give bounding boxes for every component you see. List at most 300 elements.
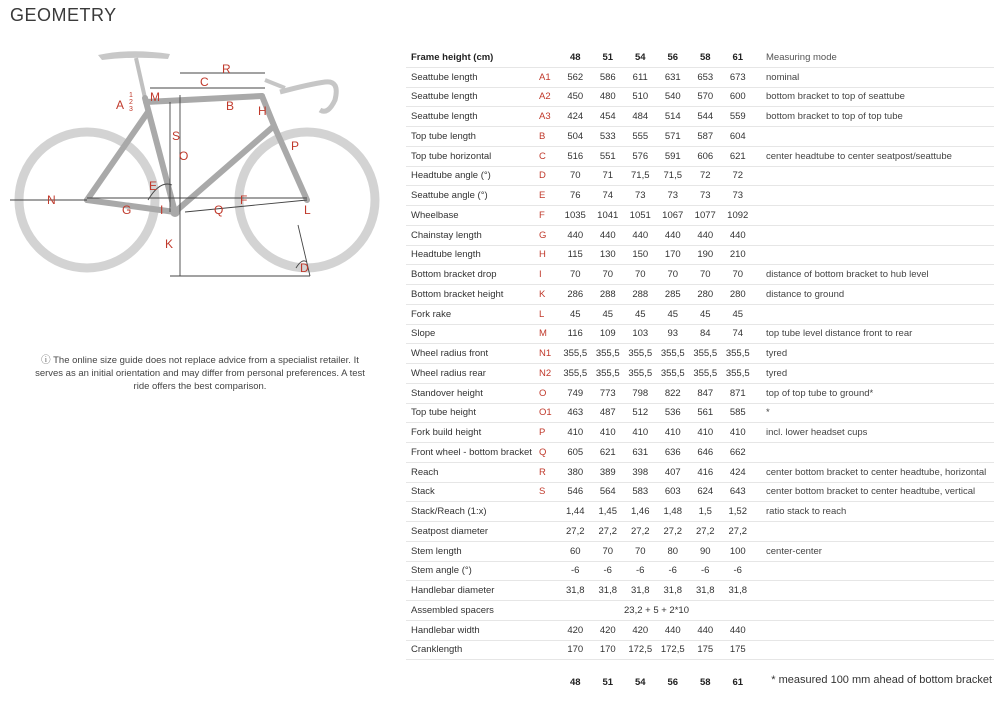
- row-value: 31,8: [657, 581, 690, 601]
- row-value: 1,48: [657, 502, 690, 522]
- header-size: 54: [634, 51, 646, 63]
- row-label: Fork build height: [406, 423, 539, 443]
- row-value: 70: [722, 265, 755, 285]
- header-note: Measuring mode: [766, 51, 837, 63]
- label-A1: 1: [129, 92, 133, 99]
- row-value: 170: [592, 640, 625, 660]
- header-size: 51: [602, 51, 614, 63]
- row-label: Seattube length: [406, 67, 539, 87]
- row-value: 416: [689, 462, 722, 482]
- row-value: 71,5: [624, 166, 657, 186]
- handlebar: [280, 82, 336, 111]
- row-note: [754, 206, 994, 226]
- row-value: 73: [722, 186, 755, 206]
- row-label: Top tube horizontal: [406, 146, 539, 166]
- table-row: [406, 127, 994, 147]
- row-code: S: [539, 482, 559, 502]
- row-note: [754, 166, 994, 186]
- row-value: 480: [592, 87, 625, 107]
- label-C: C: [200, 75, 209, 89]
- row-label: Top tube height: [406, 403, 539, 423]
- stem: [265, 80, 285, 88]
- table-row: [406, 67, 994, 87]
- row-value: 170: [657, 245, 690, 265]
- row-note: [754, 304, 994, 324]
- row-value: 172,5: [624, 640, 657, 660]
- row-note: [754, 443, 994, 463]
- row-value: 410: [559, 423, 592, 443]
- row-code: E: [539, 186, 559, 206]
- row-code: O1: [539, 403, 559, 423]
- table-row: [406, 620, 994, 640]
- row-value: 70: [592, 541, 625, 561]
- page-title: GEOMETRY: [10, 5, 117, 25]
- table-row: [406, 640, 994, 660]
- label-A: A: [116, 98, 125, 112]
- footer-size: 61: [732, 676, 744, 688]
- row-code: N1: [539, 344, 559, 364]
- row-value: 70: [657, 265, 690, 285]
- label-I: I: [160, 203, 164, 217]
- table-row: [406, 206, 994, 226]
- row-note: [754, 225, 994, 245]
- row-note: bottom bracket to top of seattube: [754, 87, 994, 107]
- row-value: 440: [722, 225, 755, 245]
- row-value: 71: [592, 166, 625, 186]
- row-value: 662: [722, 443, 755, 463]
- header-size: 48: [569, 51, 581, 63]
- row-note: ratio stack to reach: [754, 502, 994, 522]
- table-row: [406, 304, 994, 324]
- table-row: [406, 166, 994, 186]
- row-value: 1092: [722, 206, 755, 226]
- label-A2: 2: [129, 99, 133, 106]
- row-value: 410: [722, 423, 755, 443]
- label-B: B: [226, 99, 235, 113]
- row-value: 586: [592, 67, 625, 87]
- table-row: [406, 522, 994, 542]
- row-value: 70: [624, 265, 657, 285]
- row-label: Wheel radius rear: [406, 364, 539, 384]
- row-value: 1,52: [722, 502, 755, 522]
- row-value: 355,5: [689, 364, 722, 384]
- row-label: Chainstay length: [406, 225, 539, 245]
- row-label: Wheelbase: [406, 206, 539, 226]
- row-value: 798: [624, 383, 657, 403]
- row-code: F: [539, 206, 559, 226]
- header-size: 58: [699, 51, 711, 63]
- row-label: Stack: [406, 482, 539, 502]
- row-value: 190: [689, 245, 722, 265]
- label-A3: 3: [129, 106, 133, 113]
- row-note: [754, 245, 994, 265]
- row-value: 410: [657, 423, 690, 443]
- table-row: [406, 285, 994, 305]
- row-code: [539, 581, 559, 601]
- row-label: Headtube length: [406, 245, 539, 265]
- row-code: A3: [539, 107, 559, 127]
- table-row: [406, 561, 994, 581]
- row-value: 27,2: [689, 522, 722, 542]
- disclaimer-text: ⓘ The online size guide does not replace advice from a specialist retailer. It serves as an initial orientation and may differ from personal preferences. A test ride offers the best comparison.: [35, 355, 365, 392]
- row-code: [539, 541, 559, 561]
- row-code: D: [539, 166, 559, 186]
- row-note: center bottom bracket to center headtube, horizontal: [754, 462, 994, 482]
- row-value: 150: [624, 245, 657, 265]
- row-code: G: [539, 225, 559, 245]
- saddle: [98, 51, 170, 60]
- row-value: 606: [689, 146, 722, 166]
- row-value: 540: [657, 87, 690, 107]
- bike-geometry-diagram: [10, 40, 380, 300]
- row-value: 355,5: [657, 344, 690, 364]
- row-value: 600: [722, 87, 755, 107]
- row-label: Handlebar width: [406, 620, 539, 640]
- row-label: Front wheel - bottom bracket: [406, 443, 539, 463]
- row-value: 355,5: [559, 344, 592, 364]
- row-value: 45: [722, 304, 755, 324]
- row-value: 603: [657, 482, 690, 502]
- row-value: 103: [624, 324, 657, 344]
- row-code: A2: [539, 87, 559, 107]
- row-value: 116: [559, 324, 592, 344]
- row-note: [754, 640, 994, 660]
- row-value: 355,5: [624, 364, 657, 384]
- row-value: 440: [592, 225, 625, 245]
- row-label: Wheel radius front: [406, 344, 539, 364]
- row-value: 636: [657, 443, 690, 463]
- footer-size: 48: [569, 676, 581, 688]
- row-value: 484: [624, 107, 657, 127]
- row-value: 73: [689, 186, 722, 206]
- row-value: 407: [657, 462, 690, 482]
- row-value: -6: [559, 561, 592, 581]
- table-row: [406, 186, 994, 206]
- table-row: [406, 146, 994, 166]
- row-value: -6: [657, 561, 690, 581]
- row-value: 571: [657, 127, 690, 147]
- row-note: [754, 601, 994, 621]
- row-value: 175: [689, 640, 722, 660]
- row-value: 70: [624, 541, 657, 561]
- row-note: [754, 620, 994, 640]
- row-value: 27,2: [559, 522, 592, 542]
- row-value: 621: [592, 443, 625, 463]
- table-row: [406, 265, 994, 285]
- bottom-bracket: [170, 207, 180, 217]
- row-value: 440: [559, 225, 592, 245]
- row-value: 621: [722, 146, 755, 166]
- row-value: 31,8: [689, 581, 722, 601]
- row-value: 74: [592, 186, 625, 206]
- row-value: 1077: [689, 206, 722, 226]
- row-value: 210: [722, 245, 755, 265]
- frame: [87, 96, 307, 212]
- row-value: 27,2: [592, 522, 625, 542]
- row-value: 355,5: [657, 364, 690, 384]
- row-value: 440: [624, 225, 657, 245]
- row-value: 31,8: [592, 581, 625, 601]
- row-label: Reach: [406, 462, 539, 482]
- row-label: Handlebar diameter: [406, 581, 539, 601]
- row-value: 45: [689, 304, 722, 324]
- row-value: 71,5: [657, 166, 690, 186]
- row-value: 1,5: [689, 502, 722, 522]
- row-value: 559: [722, 107, 755, 127]
- row-label: Stack/Reach (1:x): [406, 502, 539, 522]
- row-value: 576: [624, 146, 657, 166]
- row-note: [754, 127, 994, 147]
- row-value: 355,5: [592, 364, 625, 384]
- label-H: H: [258, 104, 267, 118]
- row-value: 512: [624, 403, 657, 423]
- footer-size: 56: [667, 676, 679, 688]
- row-value: 355,5: [592, 344, 625, 364]
- row-value: 355,5: [689, 344, 722, 364]
- table-row: [406, 324, 994, 344]
- row-value: 1,46: [624, 502, 657, 522]
- row-value: 561: [689, 403, 722, 423]
- row-note: distance to ground: [754, 285, 994, 305]
- row-code: O: [539, 383, 559, 403]
- table-row: [406, 502, 994, 522]
- label-N: N: [47, 193, 56, 207]
- row-value: -6: [722, 561, 755, 581]
- row-note: center headtube to center seatpost/seattube: [754, 146, 994, 166]
- footer-size: 54: [634, 676, 646, 688]
- row-value: 605: [559, 443, 592, 463]
- row-value: -6: [592, 561, 625, 581]
- row-value: 130: [592, 245, 625, 265]
- row-label: Top tube length: [406, 127, 539, 147]
- table-row: [406, 462, 994, 482]
- row-value: 398: [624, 462, 657, 482]
- row-value: 440: [689, 225, 722, 245]
- row-value: 380: [559, 462, 592, 482]
- label-O: O: [179, 149, 189, 163]
- row-code: R: [539, 462, 559, 482]
- row-value: 533: [592, 127, 625, 147]
- label-D: D: [300, 261, 309, 275]
- row-code: C: [539, 146, 559, 166]
- row-value: 440: [657, 225, 690, 245]
- row-value: 424: [722, 462, 755, 482]
- row-value: -6: [689, 561, 722, 581]
- table-header-row: [406, 48, 994, 67]
- row-note: [754, 522, 994, 542]
- row-value: 70: [559, 265, 592, 285]
- row-value: 410: [689, 423, 722, 443]
- row-value: 93: [657, 324, 690, 344]
- row-label: Standover height: [406, 383, 539, 403]
- row-code: L: [539, 304, 559, 324]
- row-value: 410: [592, 423, 625, 443]
- row-value: 115: [559, 245, 592, 265]
- row-value: 562: [559, 67, 592, 87]
- row-merged-value: 23,2 + 5 + 2*10: [559, 601, 754, 621]
- row-value: 389: [592, 462, 625, 482]
- label-P: P: [291, 139, 300, 153]
- label-Q: Q: [214, 203, 224, 217]
- row-value: 72: [689, 166, 722, 186]
- row-label: Bottom bracket height: [406, 285, 539, 305]
- table-row: [406, 581, 994, 601]
- row-value: 31,8: [624, 581, 657, 601]
- row-value: 591: [657, 146, 690, 166]
- row-value: 631: [657, 67, 690, 87]
- row-value: 585: [722, 403, 755, 423]
- row-value: 1035: [559, 206, 592, 226]
- row-value: 646: [689, 443, 722, 463]
- row-label: Bottom bracket drop: [406, 265, 539, 285]
- table-row: [406, 443, 994, 463]
- row-note: distance of bottom bracket to hub level: [754, 265, 994, 285]
- row-code: [539, 502, 559, 522]
- row-value: 70: [559, 166, 592, 186]
- row-value: 1051: [624, 206, 657, 226]
- row-value: 410: [624, 423, 657, 443]
- row-label: Headtube angle (°): [406, 166, 539, 186]
- row-value: 440: [657, 620, 690, 640]
- row-value: 643: [722, 482, 755, 502]
- label-M: M: [150, 90, 160, 104]
- row-code: M: [539, 324, 559, 344]
- row-value: 440: [689, 620, 722, 640]
- row-value: 516: [559, 146, 592, 166]
- row-value: 673: [722, 67, 755, 87]
- row-code: P: [539, 423, 559, 443]
- row-value: 31,8: [722, 581, 755, 601]
- geometry-table: [406, 48, 994, 704]
- row-code: B: [539, 127, 559, 147]
- row-value: 555: [624, 127, 657, 147]
- row-note: nominal: [754, 67, 994, 87]
- row-value: 546: [559, 482, 592, 502]
- row-value: 544: [689, 107, 722, 127]
- footer-size: 51: [602, 676, 614, 688]
- row-value: 27,2: [624, 522, 657, 542]
- seatpost: [136, 58, 145, 98]
- row-value: 280: [722, 285, 755, 305]
- label-K: K: [165, 237, 174, 251]
- row-value: 1,44: [559, 502, 592, 522]
- row-value: 45: [624, 304, 657, 324]
- row-value: 822: [657, 383, 690, 403]
- footer-size: 58: [699, 676, 711, 688]
- row-value: 80: [657, 541, 690, 561]
- row-value: -6: [624, 561, 657, 581]
- row-value: 355,5: [722, 344, 755, 364]
- row-value: 72: [722, 166, 755, 186]
- row-value: 172,5: [657, 640, 690, 660]
- table-row: [406, 225, 994, 245]
- row-value: 570: [689, 87, 722, 107]
- row-value: 45: [657, 304, 690, 324]
- row-value: 749: [559, 383, 592, 403]
- row-label: Seattube angle (°): [406, 186, 539, 206]
- row-value: 27,2: [657, 522, 690, 542]
- row-value: 355,5: [624, 344, 657, 364]
- row-code: H: [539, 245, 559, 265]
- row-value: 280: [689, 285, 722, 305]
- row-note: center bottom bracket to center headtube, vertical: [754, 482, 994, 502]
- label-E: E: [149, 179, 158, 193]
- row-code: K: [539, 285, 559, 305]
- row-note: [754, 581, 994, 601]
- table-row: [406, 601, 994, 621]
- table-row: [406, 364, 994, 384]
- row-value: 31,8: [559, 581, 592, 601]
- row-value: 424: [559, 107, 592, 127]
- row-value: 536: [657, 403, 690, 423]
- table-row: [406, 541, 994, 561]
- row-value: 1,45: [592, 502, 625, 522]
- row-note: [754, 186, 994, 206]
- row-value: 504: [559, 127, 592, 147]
- row-value: 420: [592, 620, 625, 640]
- row-value: 604: [722, 127, 755, 147]
- row-value: 45: [592, 304, 625, 324]
- header-code: [539, 48, 559, 67]
- row-code: Q: [539, 443, 559, 463]
- row-note: incl. lower headset cups: [754, 423, 994, 443]
- row-label: Seatpost diameter: [406, 522, 539, 542]
- row-value: 70: [592, 265, 625, 285]
- row-value: 45: [559, 304, 592, 324]
- row-value: 70: [689, 265, 722, 285]
- row-value: 109: [592, 324, 625, 344]
- table-row: [406, 482, 994, 502]
- row-value: 631: [624, 443, 657, 463]
- row-value: 454: [592, 107, 625, 127]
- row-note: *: [754, 403, 994, 423]
- label-F: F: [240, 193, 248, 207]
- row-code: [539, 561, 559, 581]
- row-value: 587: [689, 127, 722, 147]
- row-label: Seattube length: [406, 107, 539, 127]
- row-value: 420: [624, 620, 657, 640]
- header-label: Frame height (cm): [411, 51, 494, 63]
- table-row: [406, 383, 994, 403]
- row-code: [539, 601, 559, 621]
- row-value: 90: [689, 541, 722, 561]
- row-note: [754, 561, 994, 581]
- row-value: 514: [657, 107, 690, 127]
- label-R: R: [222, 62, 231, 76]
- table-row: [406, 107, 994, 127]
- row-note: tyred: [754, 344, 994, 364]
- row-value: 1067: [657, 206, 690, 226]
- row-code: I: [539, 265, 559, 285]
- row-value: 510: [624, 87, 657, 107]
- row-value: 170: [559, 640, 592, 660]
- row-code: N2: [539, 364, 559, 384]
- table-row: [406, 423, 994, 443]
- header-size: 56: [667, 51, 679, 63]
- row-value: 773: [592, 383, 625, 403]
- row-code: A1: [539, 67, 559, 87]
- row-value: 551: [592, 146, 625, 166]
- row-value: 624: [689, 482, 722, 502]
- header-size: 61: [732, 51, 744, 63]
- row-note: center-center: [754, 541, 994, 561]
- row-value: 60: [559, 541, 592, 561]
- row-value: 288: [624, 285, 657, 305]
- row-value: 653: [689, 67, 722, 87]
- row-value: 74: [722, 324, 755, 344]
- label-G: G: [122, 203, 132, 217]
- row-value: 76: [559, 186, 592, 206]
